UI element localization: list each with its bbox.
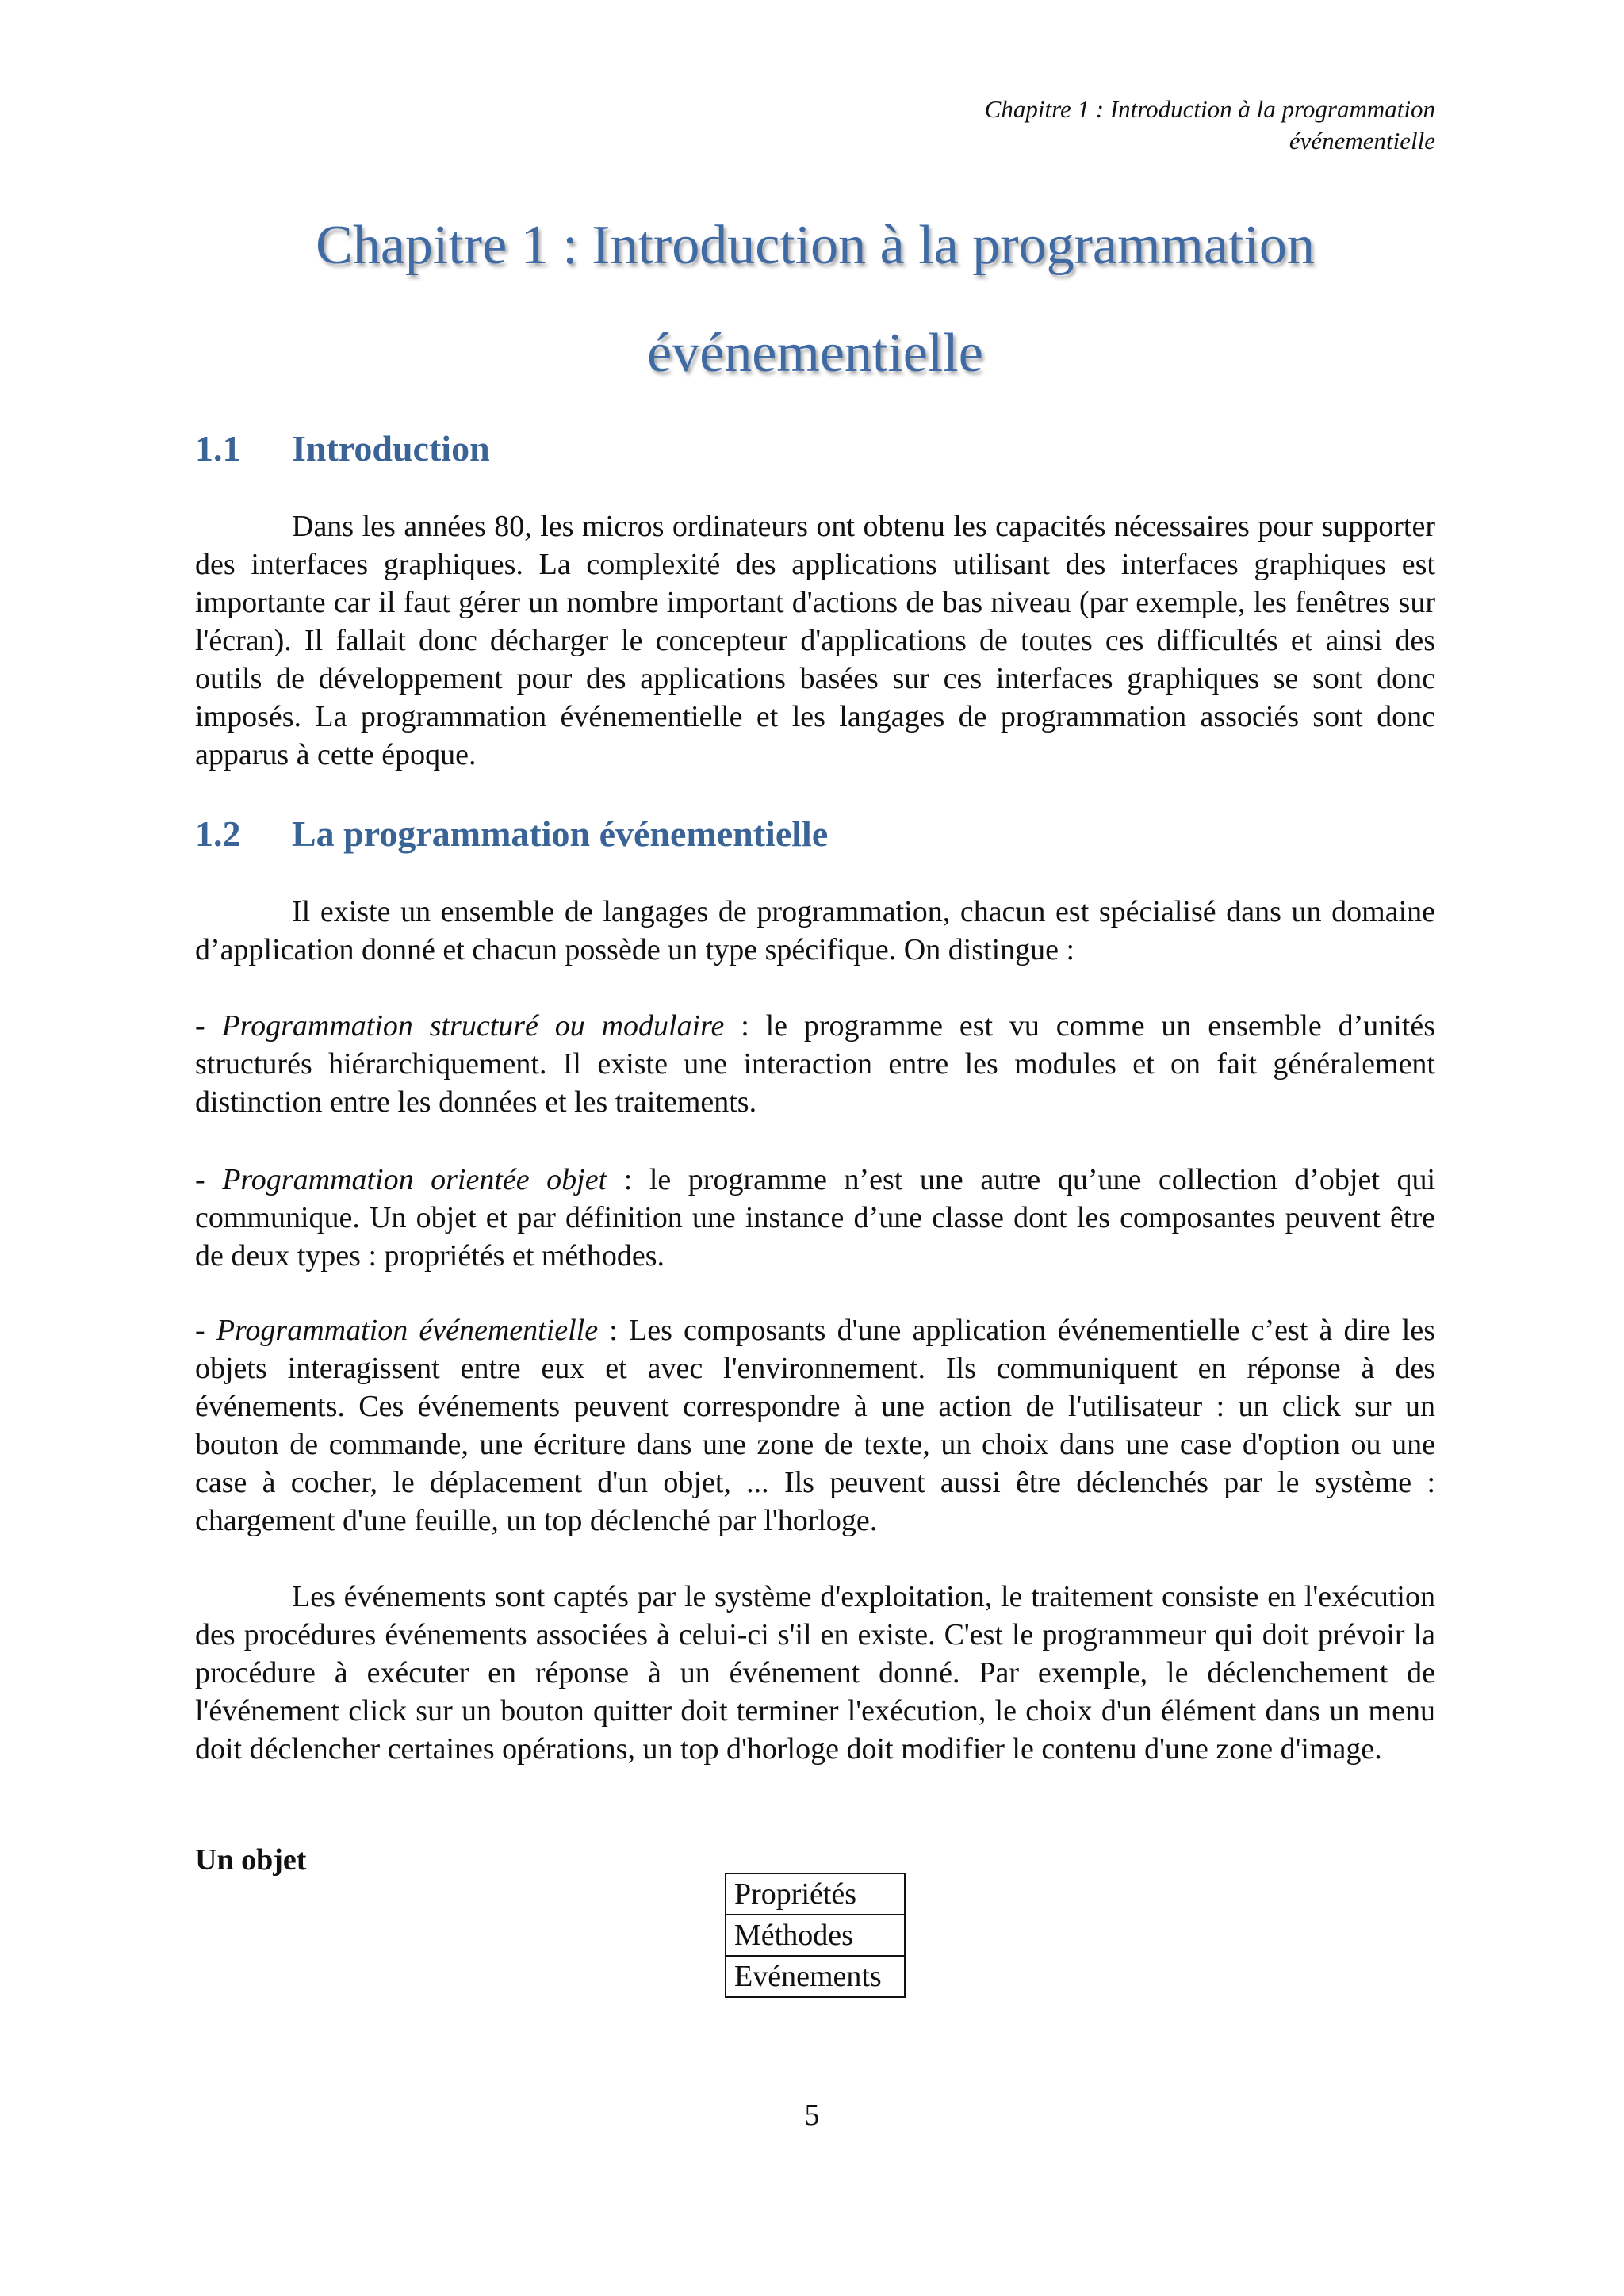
table-row [726, 1915, 905, 1956]
list-item-prefix: - [195, 1009, 222, 1043]
table-row [726, 1956, 905, 1997]
list-item-term: Programmation structuré ou modulaire [221, 1009, 725, 1043]
list-item-text: : Les composants d'une application événementielle c’est à dire les objets interagissent entre eux et avec l'environnement. Ils communiquent en réponse à des événements. Ces événements peuvent correspondre à une action de l'utilisateur : un click sur un bouton de commande, une écriture dans une zone de texte, un choix dans une case d'option ou une case à cocher, le déplacement d'un objet, ... Ils peuvent aussi être déclenchés par le système : chargement d'une feuille, un top déclenché par l'horloge. [195, 1314, 1436, 1537]
list-item-text: : le programme est vu comme un ensemble d’unités structurés hiérarchiquement. Il existe une interaction entre les modules et on fait généralement distinction entre les données et les traitements. [195, 1009, 1435, 1119]
table-cell-methods: Méthodes [726, 1915, 905, 1956]
event-programming-intro: Il existe un ensemble de langages de programmation, chacun est spécialisé dans un domaine d’application donné et chacun possède un type spécifique. On distingue : [195, 895, 1435, 966]
table-cell-properties: Propriétés [726, 1873, 905, 1915]
events-closing-paragraph: Les événements sont captés par le système d'exploitation, le traitement consiste en l'exécution des procédures événements associées à celui-ci s'il en existe. C'est le programmeur qui doit prévoir la procédure à exécuter en réponse à un événement donné. Par exemple, le déclenchement de l'événement click sur un bouton quitter doit terminer l'exécution, le choix d'un élément dans un menu doit déclencher certaines opérations, un top d'horloge doit modifier le contenu d'une zone d'image. [195, 1580, 1435, 1766]
object-members-table [725, 1873, 906, 1998]
list-item-event-driven [195, 1311, 1435, 1540]
section-heading-introduction [195, 427, 490, 471]
running-header [722, 94, 1435, 157]
running-header-line1: Chapitre 1 : Introduction à la programmation [984, 95, 1435, 123]
list-item-object-oriented [195, 1161, 1435, 1275]
object-label: Un objet [195, 1843, 307, 1877]
section-title: La programmation événementielle [292, 813, 829, 854]
chapter-title-line2: événementielle [647, 323, 983, 384]
table-cell-events: Evénements [726, 1956, 905, 1997]
section-heading-event-programming [195, 812, 828, 856]
list-item-text: : le programme n’est une autre qu’une collection d’objet qui communique. Un objet et par définition une instance d’une classe dont les composantes peuvent être de deux types : propriétés et méthodes. [195, 1163, 1435, 1272]
list-item-prefix: - [195, 1314, 216, 1347]
list-item-structured [195, 1007, 1435, 1121]
list-item-term: Programmation orientée objet [222, 1163, 607, 1196]
page-number: 5 [804, 2099, 820, 2132]
chapter-title-line1: Chapitre 1 : Introduction à la programmation [316, 215, 1315, 276]
running-header-line2: événementielle [1289, 127, 1435, 155]
section-number: 1.2 [195, 813, 241, 854]
introduction-paragraph: Dans les années 80, les micros ordinateurs ont obtenu les capacités nécessaires pour supporter des interfaces graphiques. La complexité des applications utilisant des interfaces graphiques est importante car il faut gérer un nombre important d'actions de bas niveau (par exemple, les fenêtres sur l'écran). Il fallait donc décharger le concepteur d'applications de toutes ces difficultés et ainsi des outils de développement pour des applications basées sur ces interfaces graphiques se sont donc imposés. La programmation événementielle et les langages de programmation associés sont donc apparus à cette époque. [195, 510, 1435, 771]
list-item-prefix: - [195, 1163, 223, 1196]
section-number: 1.1 [195, 428, 241, 469]
list-item-term: Programmation événementielle [216, 1314, 599, 1347]
section-title: Introduction [292, 428, 490, 469]
chapter-title [195, 192, 1435, 408]
table-row [726, 1873, 905, 1915]
